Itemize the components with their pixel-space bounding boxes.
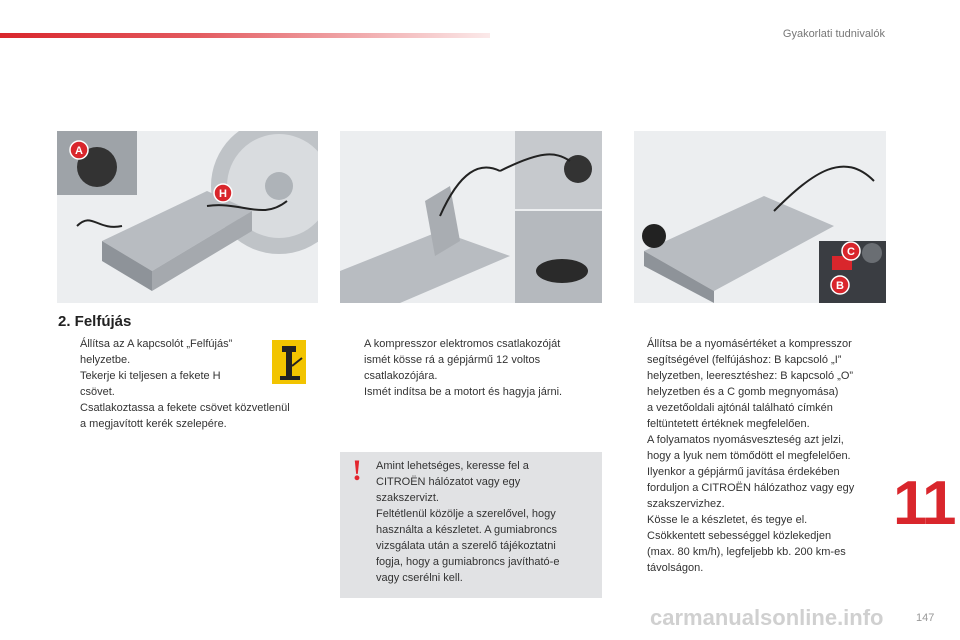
- warning-box: [340, 452, 602, 598]
- list-line: a vezetőoldali ajtónál található címkén: [647, 402, 833, 414]
- list-line: szakszervizhez.: [647, 498, 725, 510]
- list-line: távolságon.: [647, 562, 704, 574]
- warning-line: vagy cserélni kell.: [376, 572, 463, 584]
- list-line: Állítsa be a nyomásértéket a kompresszor: [647, 338, 852, 350]
- warning-text: [376, 458, 559, 586]
- warning-line: szakszervizt.: [376, 492, 439, 504]
- list-item: [58, 400, 318, 432]
- figure-compressor-plug: [340, 131, 602, 303]
- list-item: [342, 384, 602, 400]
- figure-compressor-wheel: [57, 131, 318, 303]
- list-line: Ismét indítsa be a motort és hagyja járni.: [364, 386, 563, 398]
- header-accent-bar: [0, 33, 490, 38]
- list-line: helyzetbe.: [80, 354, 131, 366]
- callout-b-badge: [830, 275, 850, 295]
- warning-line: CITROËN hálózatot vagy egy: [376, 476, 521, 488]
- list-line: (max. 80 km/h), legfeljebb kb. 200 km-es: [647, 546, 846, 558]
- page-header-title: Gyakorlati tudnivalók: [782, 28, 885, 40]
- list-item: [342, 336, 602, 384]
- callout-h-label: H: [219, 188, 227, 200]
- list-line: hogy a lyuk nem tömődött el megfelelően.: [647, 450, 851, 462]
- list-item: [625, 528, 887, 576]
- jack-icon: [272, 340, 306, 384]
- list-line: feltüntetett értéknek megfelelően.: [647, 418, 810, 430]
- section-title: 2. Felfújás: [58, 313, 132, 330]
- list-line: Tekerje ki teljesen a fekete H: [80, 370, 221, 382]
- list-line: csatlakozójára.: [364, 370, 438, 382]
- warning-line: Feltétlenül közölje a szerelővel, hogy: [376, 508, 556, 520]
- chapter-number: 11: [893, 469, 955, 538]
- list-item: [625, 336, 887, 512]
- list-line: Kösse le a készletet, és tegye el.: [647, 514, 808, 526]
- figure-compressor-controls: [634, 131, 886, 303]
- callout-c-badge: [841, 241, 861, 261]
- list-line: a megjavított kerék szelepére.: [80, 418, 227, 430]
- column-2: [342, 336, 602, 400]
- callout-c-label: C: [847, 246, 855, 258]
- list-line: Ilyenkor a gépjármű javítása érdekében: [647, 466, 840, 478]
- list-line: csövet.: [80, 386, 115, 398]
- warning-line: használta a készletet. A gumiabroncs: [376, 524, 557, 536]
- list-line: helyzetben és a C gomb megnyomása): [647, 386, 839, 398]
- warning-icon: !: [352, 454, 362, 487]
- list-item: [625, 512, 887, 528]
- list-line: ismét kösse rá a gépjármű 12 voltos: [364, 354, 541, 366]
- callout-a-badge: [69, 140, 89, 160]
- page-number: 147: [916, 612, 935, 624]
- list-line: A kompresszor elektromos csatlakozóját: [364, 338, 561, 350]
- column-3: [625, 336, 887, 576]
- list-line: helyzetben, leeresztéshez: B kapcsoló „O”: [647, 370, 854, 382]
- callout-a-label: A: [75, 145, 83, 157]
- callout-h-badge: [213, 183, 233, 203]
- list-line: Állítsa az A kapcsolót „Felfújás”: [80, 338, 233, 350]
- warning-line: Amint lehetséges, keresse fel a: [376, 460, 529, 472]
- list-line: segítségével (felfújáshoz: B kapcsoló „I”: [647, 354, 842, 366]
- warning-line: fogja, hogy a gumiabroncs javítható-e: [376, 556, 560, 568]
- list-line: Csatlakoztassa a fekete csövet közvetlenül: [80, 402, 290, 414]
- warning-line: vizsgálata után a szerelő tájékoztatni: [376, 540, 556, 552]
- callout-b-label: B: [836, 280, 844, 292]
- watermark: carmanualsonline.info: [650, 605, 884, 630]
- list-line: A folyamatos nyomásveszteség azt jelzi,: [647, 434, 844, 446]
- list-line: forduljon a CITROËN hálózathoz vagy egy: [647, 482, 855, 494]
- list-line: Csökkentett sebességgel közlekedjen: [647, 530, 832, 542]
